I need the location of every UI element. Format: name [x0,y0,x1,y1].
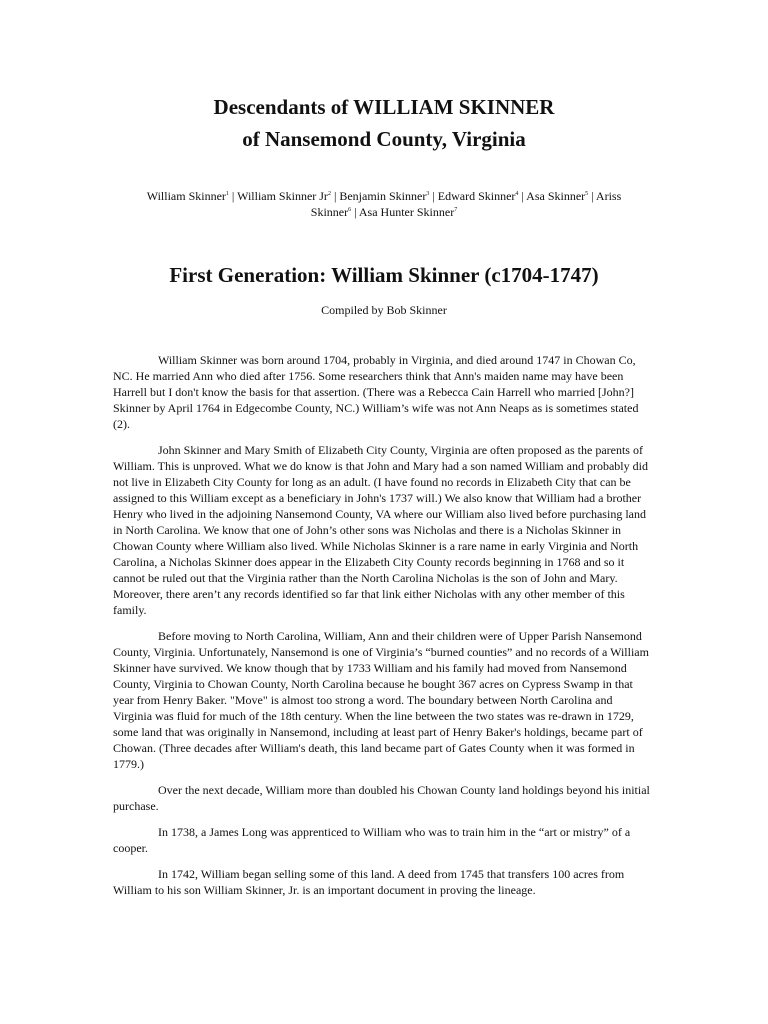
generation-heading: First Generation: William Skinner (c1704-1747) [169,263,599,287]
body-text [113,352,654,908]
nav-link-benjamin-skinner[interactable]: Benjamin Skinner$^3$ [339,189,430,203]
nav-separator: | [330,189,340,203]
nav-link-william-skinner[interactable]: William Skinner$^1$ [146,189,229,203]
nav-separator: | [518,189,527,203]
nav-separator: | [588,189,596,203]
title-line-1: Descendants of WILLIAM SKINNER [213,95,555,119]
nav-link-asa-hunter-skinner[interactable]: Asa Hunter Skinner$^7$ [358,205,458,219]
nav-separator: | [351,205,359,219]
nav-link-asa-skinner[interactable]: Asa Skinner$^5$ [526,189,589,203]
nav-separator: | [228,189,238,203]
nav-link-william-skinner-jr[interactable]: William Skinner Jr$^2$ [237,189,331,203]
nav-link-edward-skinner[interactable]: Edward Skinner$^4$ [437,189,519,203]
title-line-2: of Nansemond County, Virginia [242,127,526,151]
paragraph: Over the next decade, William more than doubled his Chowan County land holdings beyond his initial purchase. [113,783,650,813]
paragraph: John Skinner and Mary Smith of Elizabeth City County, Virginia are often proposed as the parents of William. This is unproved. What we do know is that John and Mary had a son named William and probably did not live in Elizabeth City County for long as an adult. (I have found no records in Elizabeth City that can be assigned to this William except as a beneficiary in John's 1737 will.) We also know that William had a brother Henry who lived in the adjoining Nansemond County, VA where our William also lived before purchasing land in North Carolina. We know that one of John’s other sons was Nicholas and there is a Nicholas Skinner in Chowan County where William also lived. While Nicholas Skinner is a rare name in early Virginia and North Carolina, a Nicholas Skinner does appear in the Elizabeth City County records beginning in 1768 and so it cannot be ruled out that the Virginia rather than the North Carolina Nicholas is the son of John and Mary. Moreover, there aren’t any records identified so far that link either Nicholas with any other member of this family. [113,443,648,617]
document-title [0,91,768,155]
paragraph: In 1742, William began selling some of this land. A deed from 1745 that transfers 100 acres from William to his son William Skinner, Jr. is an important document in proving the lineage. [113,867,625,897]
paragraph: In 1738, a James Long was apprenticed to William who was to train him in the “art or mistry” of a cooper. [113,825,631,855]
paragraph: Before moving to North Carolina, William, Ann and their children were of Upper Parish Nansemond County, Virginia. Unfortunately, Nansemond is one of Virginia’s “burned counties” and no records of a William Skinner have survived. We know though that by 1733 William and his family had moved from Nansemond County, Virginia to Chowan County, North Carolina because he bought 367 acres on Cypress Swamp in that year from Henry Baker. "Move" is almost too strong a word. The boundary between North Carolina and Virginia was fluid for much of the 18th century. When the line between the two states was re-drawn in 1729, some land that was originally in Nansemond, including at least part of Henry Baker's holdings, became part of Chowan. (Three decades after William's death, this land became part of Gates County when it was formed in 1779.) [113,629,649,771]
nav-link-ariss-skinner[interactable]: Ariss Skinner$^6$ [310,189,622,219]
paragraph: William Skinner was born around 1704, probably in Virginia, and died around 1747 in Chowan Co, NC. He married Ann who died after 1756. Some researchers think that Ann's maiden name may have been Harrell but I don't know the basis for that assertion. (There was a Rebecca Cain Harrell who married [John?] Skinner by April 1764 in Edgecombe County, NC.) William’s wife was not Ann Neaps as is sometimes stated (2). [113,353,639,431]
nav-separator: | [429,189,438,203]
generation-nav [128,188,640,220]
compiled-by: Compiled by Bob Skinner [321,303,447,317]
